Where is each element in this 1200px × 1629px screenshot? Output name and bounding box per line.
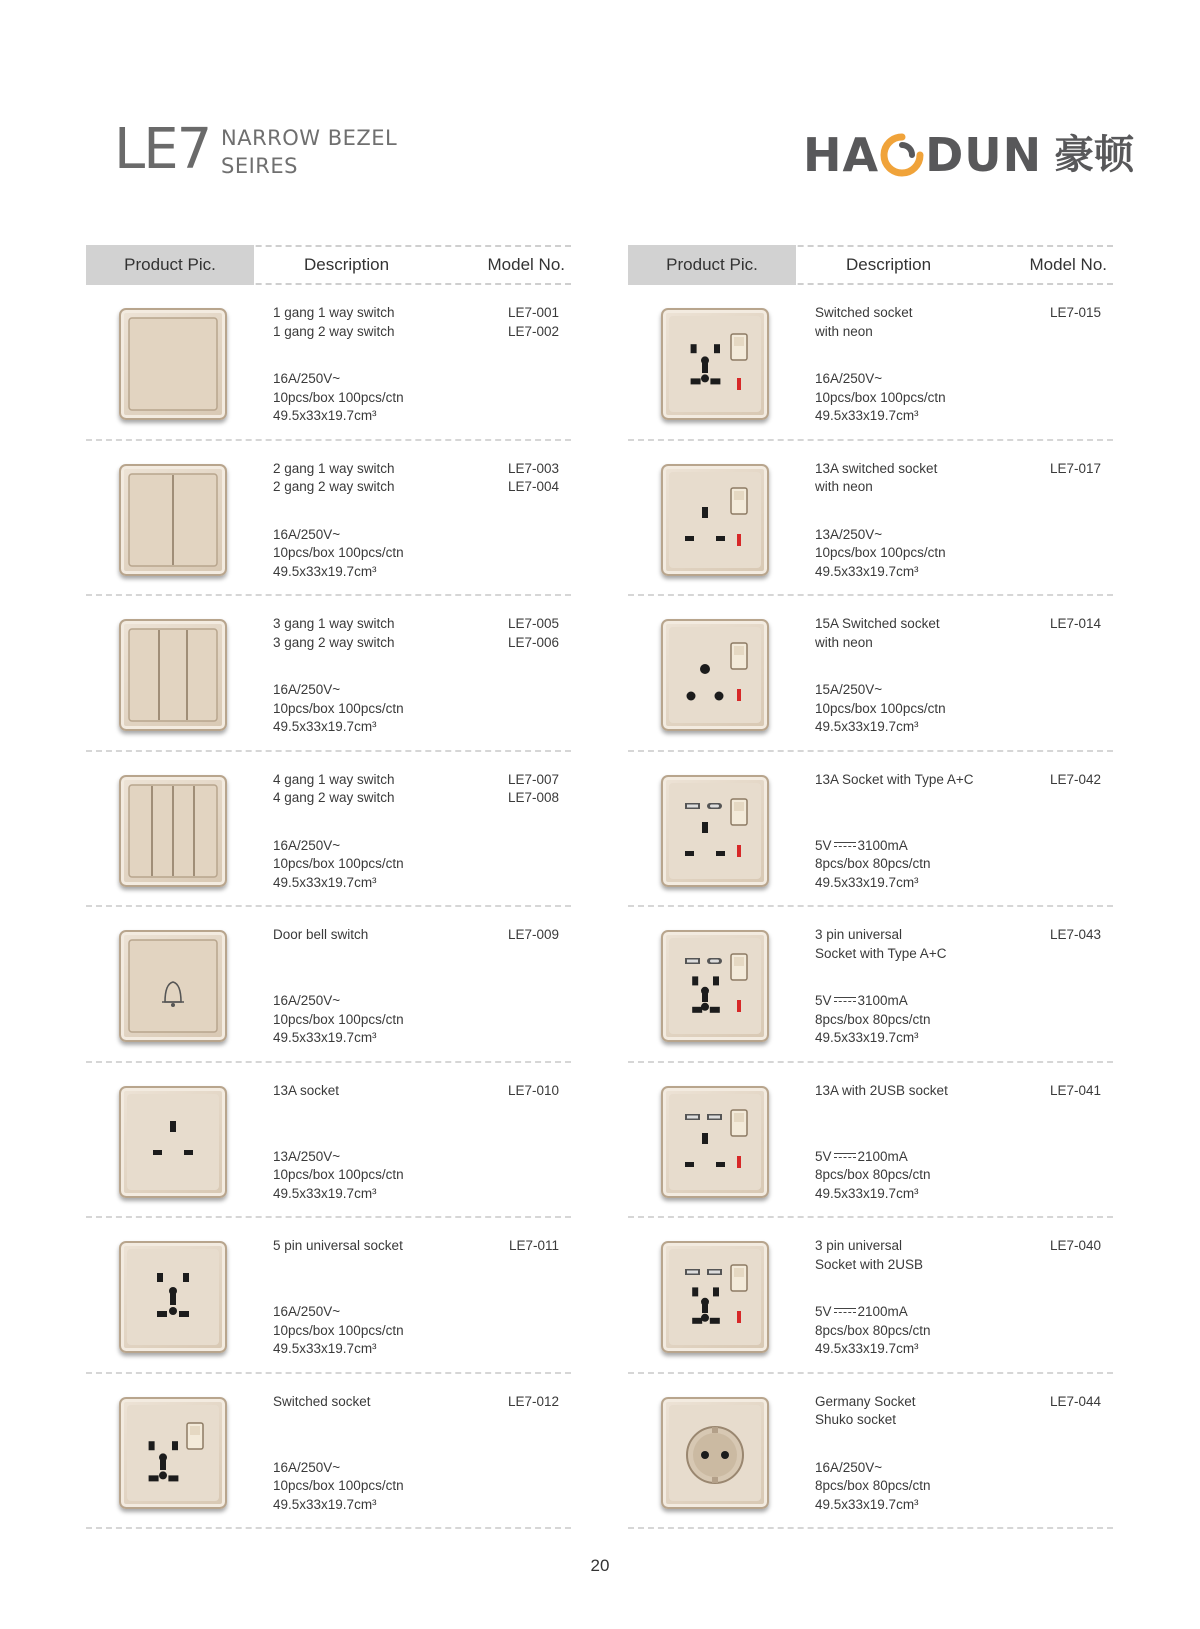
product-spec: [273, 681, 404, 737]
series-title-line2: SEIRES: [221, 154, 298, 178]
description-line: 5 pin universal socket: [273, 1238, 403, 1253]
spec-line: 8pcs/box 80pcs/ctn: [815, 1011, 931, 1027]
product-row: [628, 441, 1113, 597]
model-number: [508, 926, 559, 945]
product-description: [273, 926, 368, 945]
dc-current: 3100mA: [857, 837, 908, 853]
spec-line: 16A/250V~: [273, 1459, 341, 1475]
product-spec: [273, 370, 404, 426]
spec-line: 49.5x33x19.7cm³: [273, 408, 377, 423]
spec-dc-line: [815, 837, 931, 856]
product-description: [815, 1082, 948, 1101]
product-image: [119, 1086, 227, 1198]
product-row: [628, 907, 1113, 1063]
product-description: [273, 1082, 339, 1101]
product-row: [86, 1218, 571, 1374]
product-row: [628, 596, 1113, 752]
model-number: [508, 771, 559, 808]
product-image: [661, 1086, 769, 1198]
model-number: [508, 460, 559, 497]
spec-line: 8pcs/box 80pcs/ctn: [815, 856, 931, 871]
model-number: [1050, 926, 1101, 945]
model-number: [508, 304, 559, 341]
product-spec: [273, 1459, 404, 1515]
model-number: [508, 615, 559, 652]
product-spec: [815, 837, 931, 893]
model-number: [1050, 460, 1101, 479]
product-row: [628, 752, 1113, 908]
brand-name-right: DUN: [925, 128, 1043, 182]
model-line: LE7-005: [507, 616, 559, 631]
product-image: [119, 1241, 227, 1353]
model-line: LE7-040: [1049, 1238, 1101, 1253]
dc-voltage: 5V: [815, 993, 832, 1008]
spec-line: 8pcs/box 80pcs/ctn: [815, 1478, 931, 1493]
dc-symbol-icon: [834, 1153, 856, 1161]
product-description: [273, 460, 395, 497]
product-image: [661, 1241, 769, 1353]
description-line: 3 gang 1 way switch: [273, 616, 395, 631]
spec-line: 13A/250V~: [815, 526, 883, 542]
product-row: [628, 1218, 1113, 1374]
page-number: 20: [590, 1556, 610, 1575]
product-row: [628, 1063, 1113, 1219]
model-line: LE7-007: [507, 771, 559, 787]
product-row: [86, 907, 571, 1063]
model-line: LE7-006: [507, 634, 559, 650]
dc-current: 3100mA: [857, 993, 908, 1008]
product-spec: [815, 1459, 931, 1515]
product-row: [628, 285, 1113, 441]
spec-line: 49.5x33x19.7cm³: [273, 874, 377, 890]
product-description: [815, 615, 940, 652]
spec-line: 16A/250V~: [273, 993, 341, 1008]
description-line: Socket with 2USB: [815, 1256, 924, 1272]
spec-line: 49.5x33x19.7cm³: [815, 1185, 919, 1201]
model-number: [508, 1082, 559, 1101]
dc-symbol-icon: [834, 1308, 856, 1316]
description-line: 4 gang 1 way switch: [273, 771, 395, 787]
model-line: LE7-017: [1049, 460, 1101, 476]
spec-dc-line: [815, 1303, 931, 1322]
series-code: LE7: [114, 117, 211, 182]
product-image: [119, 930, 227, 1042]
description-line: with neon: [815, 323, 873, 339]
dc-symbol-icon: [834, 997, 856, 1005]
spec-line: 16A/250V~: [273, 371, 341, 386]
product-row: [86, 441, 571, 597]
product-image: [119, 308, 227, 420]
dc-voltage: 5V: [815, 1304, 832, 1319]
description-line: Switched socket: [273, 1393, 371, 1409]
spec-line: 16A/250V~: [815, 1459, 883, 1475]
product-row: [86, 285, 571, 441]
spec-line: 16A/250V~: [273, 1304, 341, 1319]
spec-line: 10pcs/box 100pcs/ctn: [273, 1478, 404, 1493]
model-line: LE7-009: [507, 927, 559, 942]
product-image: [661, 930, 769, 1042]
spec-line: 49.5x33x19.7cm³: [273, 1496, 377, 1512]
description-line: 13A socket: [273, 1082, 340, 1098]
brand-o-icon: [880, 133, 924, 177]
spec-line: 49.5x33x19.7cm³: [815, 563, 919, 579]
spec-line: 16A/250V~: [815, 371, 883, 386]
model-line: LE7-001: [507, 305, 559, 320]
dc-voltage: 5V: [815, 1148, 832, 1164]
description-line: 2 gang 1 way switch: [273, 460, 395, 476]
spec-line: 13A/250V~: [273, 1148, 341, 1164]
description-line: 3 gang 2 way switch: [273, 634, 395, 650]
model-number: [1050, 615, 1101, 634]
product-image: [661, 775, 769, 887]
spec-line: 10pcs/box 100pcs/ctn: [273, 1322, 404, 1338]
product-table-right: [628, 245, 1113, 1529]
model-line: LE7-043: [1049, 927, 1101, 942]
product-spec: [815, 526, 946, 582]
product-spec: [273, 1303, 404, 1359]
model-line: LE7-042: [1049, 771, 1101, 787]
spec-line: 16A/250V~: [273, 526, 341, 542]
model-line: LE7-011: [508, 1238, 559, 1253]
brand-name-chinese: 豪顿: [1054, 132, 1135, 178]
model-line: LE7-041: [1049, 1082, 1101, 1098]
spec-line: 49.5x33x19.7cm³: [273, 719, 377, 734]
spec-line: 49.5x33x19.7cm³: [815, 719, 919, 734]
spec-line: 10pcs/box 100pcs/ctn: [273, 545, 404, 560]
product-description: [815, 926, 946, 963]
model-line: LE7-015: [1049, 305, 1101, 320]
product-row: [628, 1374, 1113, 1530]
spec-dc-line: [815, 1148, 931, 1167]
description-line: 13A with 2USB socket: [815, 1082, 948, 1098]
product-image: [661, 619, 769, 731]
model-number: [1050, 1082, 1101, 1101]
spec-line: 15A/250V~: [815, 682, 883, 697]
model-number: [1050, 1393, 1101, 1412]
description-line: Door bell switch: [273, 927, 369, 942]
product-image: [661, 1397, 769, 1509]
spec-dc-line: [815, 992, 931, 1011]
description-line: Socket with Type A+C: [815, 945, 947, 961]
spec-line: 49.5x33x19.7cm³: [815, 1496, 919, 1512]
spec-line: 49.5x33x19.7cm³: [273, 1341, 377, 1356]
product-table-left: [86, 245, 571, 1529]
spec-line: 10pcs/box 100pcs/ctn: [815, 389, 946, 405]
header-product-pic: Product Pic.: [86, 245, 254, 285]
spec-line: 10pcs/box 100pcs/ctn: [273, 1011, 404, 1027]
spec-line: 49.5x33x19.7cm³: [273, 1030, 377, 1045]
spec-line: 49.5x33x19.7cm³: [273, 563, 377, 579]
product-image: [661, 464, 769, 576]
product-row: [86, 1374, 571, 1530]
table-header: [628, 245, 1113, 285]
series-title-line1: NARROW BEZEL: [221, 126, 398, 150]
product-description: [815, 460, 937, 497]
header-model-no: Model No.: [1029, 255, 1107, 274]
description-line: Germany Socket: [815, 1393, 916, 1409]
spec-line: 49.5x33x19.7cm³: [815, 408, 919, 423]
model-line: LE7-002: [507, 323, 559, 339]
product-description: [273, 304, 395, 341]
product-description: [273, 615, 395, 652]
model-line: LE7-044: [1049, 1393, 1101, 1409]
product-spec: [273, 1148, 404, 1204]
description-line: 1 gang 1 way switch: [273, 305, 395, 320]
product-spec: [815, 1148, 931, 1204]
product-row: [86, 752, 571, 908]
header-description: Description: [304, 255, 390, 274]
product-image: [119, 775, 227, 887]
product-description: [815, 771, 973, 790]
product-description: [815, 1237, 923, 1274]
brand-name-left: HA: [803, 128, 880, 182]
model-number: [509, 1237, 559, 1256]
product-description: [815, 1393, 916, 1430]
spec-line: 8pcs/box 80pcs/ctn: [815, 1167, 931, 1182]
product-spec: [815, 681, 946, 737]
description-line: 13A Socket with Type A+C: [815, 771, 974, 787]
product-description: [273, 1237, 403, 1256]
model-number: [1050, 1237, 1101, 1256]
header-model-no: Model No.: [487, 255, 565, 274]
description-line: 15A Switched socket: [815, 616, 940, 631]
spec-line: 16A/250V~: [273, 837, 341, 853]
model-line: LE7-014: [1049, 616, 1101, 631]
spec-line: 49.5x33x19.7cm³: [815, 1030, 919, 1045]
header-product-pic: Product Pic.: [628, 245, 796, 285]
product-spec: [815, 992, 931, 1048]
dc-symbol-icon: [834, 842, 856, 850]
spec-line: 10pcs/box 100pcs/ctn: [815, 700, 946, 716]
model-line: LE7-008: [507, 790, 559, 805]
description-line: with neon: [815, 634, 873, 650]
spec-line: 49.5x33x19.7cm³: [273, 1185, 377, 1201]
spec-line: 8pcs/box 80pcs/ctn: [815, 1322, 931, 1338]
model-number: [1050, 304, 1101, 323]
brand-logo: [803, 128, 1134, 182]
spec-line: 10pcs/box 100pcs/ctn: [273, 700, 404, 716]
description-line: 13A switched socket: [815, 460, 938, 476]
model-line: LE7-010: [507, 1082, 559, 1098]
model-number: [1050, 771, 1101, 790]
spec-line: 49.5x33x19.7cm³: [815, 874, 919, 890]
spec-line: 49.5x33x19.7cm³: [815, 1341, 919, 1356]
product-spec: [273, 526, 404, 582]
model-number: [508, 1393, 559, 1412]
product-description: [815, 304, 913, 341]
description-line: 3 pin universal: [815, 1238, 903, 1253]
description-line: 2 gang 2 way switch: [273, 479, 395, 494]
product-description: [273, 771, 395, 808]
dc-voltage: 5V: [815, 837, 832, 853]
description-line: with neon: [815, 479, 873, 494]
table-header: [86, 245, 571, 285]
product-image: [119, 619, 227, 731]
product-image: [661, 308, 769, 420]
spec-line: 10pcs/box 100pcs/ctn: [815, 545, 946, 560]
description-line: Switched socket: [815, 305, 913, 320]
product-row: [86, 596, 571, 752]
product-image: [119, 1397, 227, 1509]
product-image: [119, 464, 227, 576]
spec-line: 10pcs/box 100pcs/ctn: [273, 856, 404, 871]
spec-line: 10pcs/box 100pcs/ctn: [273, 389, 404, 405]
model-line: LE7-003: [507, 460, 559, 476]
product-spec: [815, 1303, 931, 1359]
dc-current: 2100mA: [857, 1148, 908, 1164]
header-description: Description: [846, 255, 932, 274]
spec-line: 16A/250V~: [273, 682, 341, 697]
dc-current: 2100mA: [857, 1304, 908, 1319]
product-spec: [815, 370, 946, 426]
description-line: 3 pin universal: [815, 927, 903, 942]
product-row: [86, 1063, 571, 1219]
description-line: 4 gang 2 way switch: [273, 790, 395, 805]
product-description: [273, 1393, 371, 1412]
spec-line: 10pcs/box 100pcs/ctn: [273, 1167, 404, 1182]
description-line: Shuko socket: [815, 1412, 897, 1427]
description-line: 1 gang 2 way switch: [273, 323, 395, 339]
product-spec: [273, 837, 404, 893]
model-line: LE7-004: [507, 479, 559, 494]
product-spec: [273, 992, 404, 1048]
model-line: LE7-012: [507, 1393, 559, 1409]
